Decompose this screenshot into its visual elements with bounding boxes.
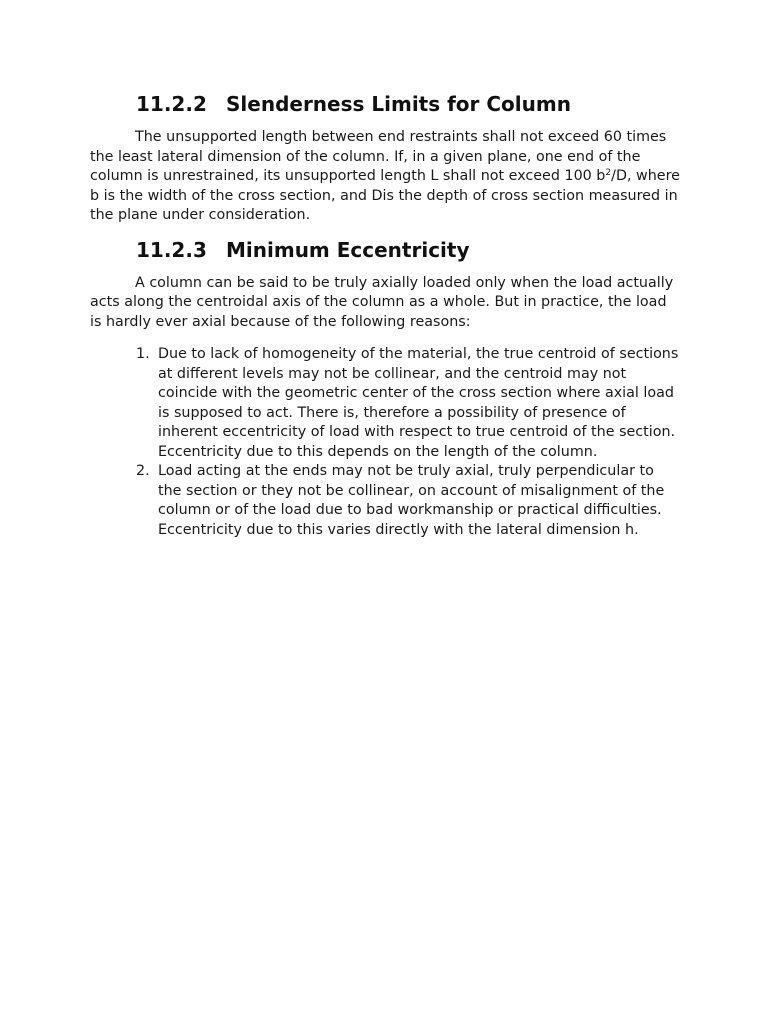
list-item-text: Due to lack of homogeneity of the material, the true centroid of sections at different levels may not be collinear, and the centroid may not coincide with the geometric center of the cross section where axial load is supposed to act. There is, therefore a possibility of presence of inherent eccentricity of load with respect to true centroid of the section. Eccentricity due to this depends on the length of the column. [158, 346, 679, 460]
paragraph-text-part1: The unsupported length between end restraints shall not exceed 60 times the least lateral dimension of the column. If, in a given plane, one end of the column is unrestrained, its unsupported length L shall not exceed 100 b [90, 129, 667, 184]
section-heading-eccentricity [136, 234, 680, 266]
list-item [90, 462, 680, 540]
section-number: 11.2.2 [136, 92, 207, 116]
document-page [90, 88, 680, 540]
section-heading-slenderness [136, 88, 680, 120]
section-paragraph-slenderness [90, 128, 680, 226]
section-number: 11.2.3 [136, 237, 207, 262]
paragraph-text-part2: /D, where b is the width of the cross section, and Dis the depth of cross section measured in the plane under consideration. [90, 168, 680, 223]
section-title: Minimum Eccentricity [226, 237, 470, 262]
reasons-list [90, 345, 680, 540]
list-item-text: Load acting at the ends may not be truly axial, truly perpendicular to the section or they not be collinear, on account of misalignment of the column or of the load due to bad workmanship or practical difficulties. Eccentricity due to this varies directly with the lateral dimension h. [158, 463, 665, 538]
list-item [90, 345, 680, 462]
section-paragraph-eccentricity: A column can be said to be truly axially loaded only when the load actually acts along the centroidal axis of the column as a whole. But in practice, the load is hardly ever axial because of the following reasons: [90, 274, 674, 330]
superscript-exponent: 2 [605, 168, 612, 178]
list-marker: 2. [136, 463, 150, 479]
list-marker: 1. [136, 346, 150, 362]
section-title: Slenderness Limits for Column [226, 92, 571, 116]
